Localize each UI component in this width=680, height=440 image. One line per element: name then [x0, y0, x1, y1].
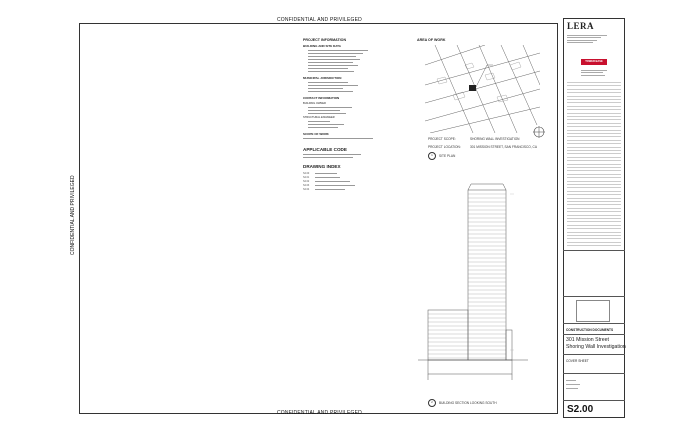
project-scope-label: PROJECT SCOPE:	[428, 137, 456, 141]
revision-rule	[567, 225, 621, 226]
building-owner-heading: BUILDING OWNER	[303, 102, 326, 105]
revision-rule	[567, 177, 621, 178]
revision-rule	[567, 113, 621, 114]
revision-rule	[567, 126, 621, 127]
revision-rule	[567, 102, 621, 103]
revision-rule	[567, 164, 621, 165]
building-site-lines	[303, 50, 403, 72]
revision-rule	[567, 119, 621, 120]
revision-rule	[567, 215, 621, 216]
section-title: BUILDING SECTION LOOKING SOUTH	[439, 401, 497, 405]
project-name	[566, 337, 626, 350]
tb-divider	[563, 373, 625, 374]
revision-rule	[567, 167, 621, 168]
tb-divider	[563, 354, 625, 355]
revision-rule	[567, 191, 621, 192]
code-lines	[303, 154, 403, 158]
revision-rule	[567, 181, 621, 182]
site-plan-number: 1	[428, 152, 436, 160]
partner-badge: TOWER BASE	[581, 59, 607, 65]
stamp-box	[576, 300, 610, 322]
site-plan-caption	[428, 152, 455, 160]
building-site-heading: BUILDING AND SITE DATA	[303, 44, 341, 48]
revision-rule	[567, 116, 621, 117]
sheet-title: COVER SHEET	[566, 359, 589, 363]
section-number: 2	[428, 399, 436, 407]
index-number: S2.01	[303, 175, 310, 179]
revision-rule	[567, 194, 621, 195]
revision-rule	[567, 143, 621, 144]
project-name-line1: 301 Mission Street	[566, 337, 609, 343]
doc-type: CONSTRUCTION DOCUMENTS	[566, 328, 614, 332]
firm-address	[567, 33, 607, 45]
revision-rule	[567, 106, 621, 107]
revision-rule	[567, 89, 621, 90]
structural-heading: STRUCTURAL ENGINEER	[303, 116, 335, 119]
confidential-banner-side: CONFIDENTIAL AND PRIVILEGED	[70, 175, 76, 255]
revision-rule	[567, 187, 621, 188]
revision-rule	[567, 140, 621, 141]
revision-rule	[567, 85, 621, 86]
revision-rule	[567, 92, 621, 93]
scope-heading: SCOPE OF WORK	[303, 132, 329, 136]
project-scope-value: SHORING WALL INVESTIGATION	[470, 137, 520, 141]
drawing-index-list	[303, 171, 403, 191]
revision-rule	[567, 109, 621, 110]
revision-rule	[567, 228, 621, 229]
tb-divider	[563, 334, 625, 335]
site-plan-map	[425, 45, 540, 133]
revision-rule	[567, 96, 621, 97]
revision-rule	[567, 136, 621, 137]
revision-rule	[567, 123, 621, 124]
revision-rule	[567, 147, 621, 148]
index-number: S2.00	[303, 171, 310, 175]
municipal-heading: MUNICIPAL JURISDICTION	[303, 76, 342, 80]
confidential-banner-top: CONFIDENTIAL AND PRIVILEGED	[277, 17, 362, 23]
revision-rule	[567, 153, 621, 154]
tb-divider	[563, 400, 625, 401]
applicable-code-heading: APPLICABLE CODE	[303, 147, 347, 152]
project-name-line2: Shoring Wall Investigation	[566, 343, 626, 350]
revision-rule	[567, 130, 621, 131]
section-caption	[428, 399, 497, 407]
sheet-meta	[566, 377, 580, 392]
firm-logo: LERA	[567, 21, 595, 31]
tb-divider	[563, 323, 625, 324]
project-location-value: 301 MISSION STREET, SAN FRANCISCO, CA	[470, 145, 537, 149]
revision-rule	[567, 211, 621, 212]
partner-address	[567, 68, 607, 77]
revision-rule	[567, 201, 621, 202]
revision-rule	[567, 245, 621, 246]
drawing-index-heading: DRAWING INDEX	[303, 164, 341, 169]
revision-rule	[567, 170, 621, 171]
index-number: S2.02	[303, 179, 310, 183]
project-location-label: PROJECT LOCATION:	[428, 145, 461, 149]
revision-rule	[567, 160, 621, 161]
project-info-heading: PROJECT INFORMATION	[303, 38, 347, 42]
revision-rule	[567, 157, 621, 158]
building-section-drawing	[418, 180, 528, 395]
area-of-work-heading: AREA OF WORK	[417, 38, 446, 42]
confidential-banner-bottom: CONFIDENTIAL AND PRIVILEGED	[277, 410, 362, 416]
tb-divider	[563, 250, 625, 251]
index-number: S2.04	[303, 187, 310, 191]
revision-rule	[567, 238, 621, 239]
work-area-marker	[469, 85, 476, 91]
project-info-block	[303, 38, 403, 191]
revision-rule	[567, 174, 621, 175]
revision-rule	[567, 221, 621, 222]
index-number: S2.03	[303, 183, 310, 187]
contact-heading: CONTACT INFORMATION	[303, 96, 340, 100]
revision-rule	[567, 218, 621, 219]
scope-line	[303, 138, 373, 139]
revision-rule	[567, 150, 621, 151]
site-plan-title: SITE PLAN	[439, 154, 456, 158]
revision-rule	[567, 82, 621, 83]
revision-rule	[567, 232, 621, 233]
municipal-lines	[303, 82, 403, 92]
revision-rule	[567, 184, 621, 185]
revision-rule	[567, 208, 621, 209]
structural-lines	[303, 121, 403, 128]
north-arrow-icon	[532, 125, 546, 139]
tb-divider	[563, 296, 625, 297]
revision-rule	[567, 235, 621, 236]
owner-lines	[303, 107, 403, 114]
revision-rule	[567, 198, 621, 199]
revision-rule	[567, 133, 621, 134]
sheet-number: S2.00	[567, 404, 594, 415]
revision-rule	[567, 99, 621, 100]
index-row	[303, 187, 403, 191]
revision-rule	[567, 204, 621, 205]
revision-rule	[567, 242, 621, 243]
